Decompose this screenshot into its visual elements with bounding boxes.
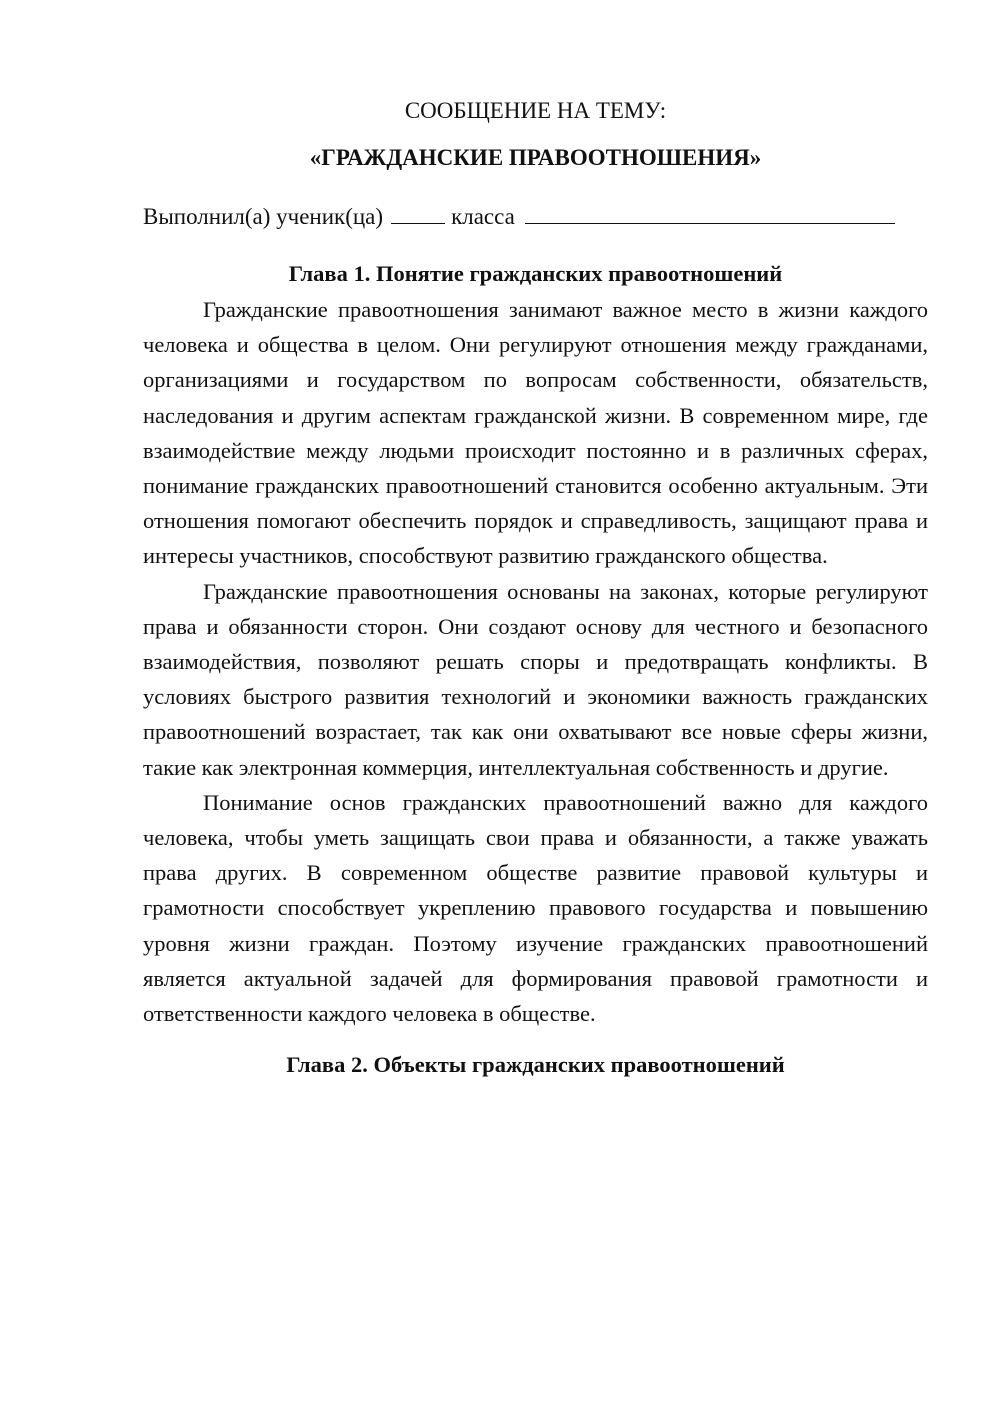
paragraph-1: Гражданские правоотношения занимают важное место в жизни каждого человека и общества в целом. Они регулируют отношения между гражданами, организациями и государством по вопросам собственности, обязательств, наследования и другим аспектам гражданской жизни. В современном мире, где взаимодействие между людьми происходит постоянно и в различных сферах, понимание гражданских правоотношений становится особенно актуальным. Эти отношения помогают обеспечить порядок и справедливость, защищают права и интересы участников, способствуют развитию гражданского общества. — [143, 297, 928, 569]
name-blank — [525, 201, 895, 224]
document-title: «ГРАЖДАНСКИЕ ПРАВООТНОШЕНИЯ» — [309, 145, 762, 170]
author-line — [143, 196, 928, 238]
author-middle: класса — [451, 204, 515, 229]
chapter-2-heading: Глава 2. Объекты гражданских правоотношений — [286, 1052, 785, 1078]
grade-blank — [391, 201, 445, 224]
chapter-1-heading: Глава 1. Понятие гражданских правоотношений — [288, 261, 783, 286]
paragraph-2: Гражданские правоотношения основаны на законах, которые регулируют права и обязанности сторон. Они создают основу для честного и безопасного взаимодействия, позволяют решать споры и предотвращать конфликты. В условиях быстрого развития технологий и экономики важность гражданских правоотношений возрастает, так как они охватывают все новые сферы жизни, такие как электронная коммерция, интеллектуальная собственность и другие. — [143, 578, 928, 780]
title-line-1: СООБЩЕНИЕ НА ТЕМУ: — [404, 98, 667, 123]
document-body — [143, 90, 928, 1083]
author-prefix: Выполнил(а) ученик(ца) — [143, 204, 384, 229]
paragraph-3: Понимание основ гражданских правоотношений важно для каждого человека, чтобы уметь защищать свои права и обязанности, а также уважать права других. В современном обществе развитие правовой культуры и грамотности способствует укреплению правового государства и повышению уровня жизни граждан. Поэтому изучение гражданских правоотношений является актуальной задачей для формирования правовой грамотности и ответственности каждого человека в обществе. — [143, 789, 928, 1027]
